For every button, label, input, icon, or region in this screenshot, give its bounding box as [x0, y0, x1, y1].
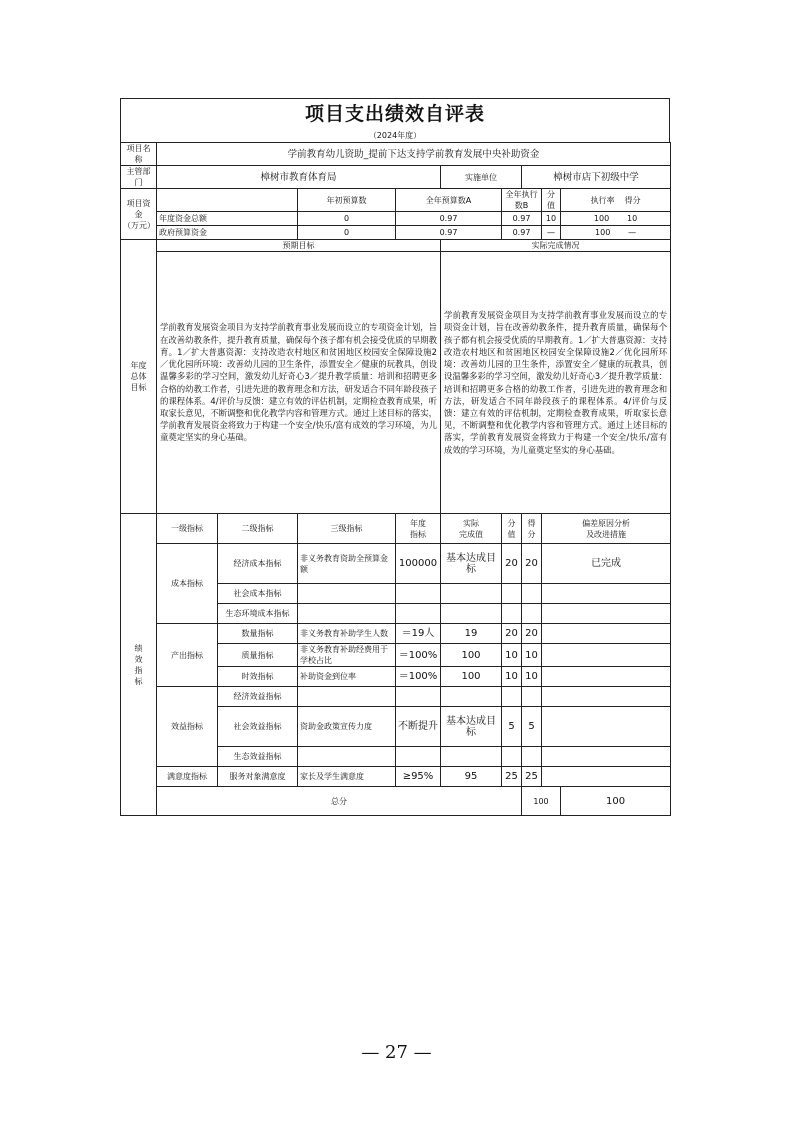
l3-cell	[298, 604, 396, 624]
funds-row-executed: 0.97	[502, 212, 542, 226]
funds-row-rate: 100	[593, 214, 610, 223]
l2-cell: 时效指标	[218, 667, 298, 687]
dept-label: 主管部门	[121, 166, 157, 189]
page-number: — 27 —	[361, 1042, 432, 1063]
group-cost: 成本指标	[157, 544, 218, 624]
target-cell: ≥95%	[396, 767, 441, 787]
points-cell	[502, 584, 522, 604]
total-score: 100	[561, 787, 671, 816]
perf-header-row	[121, 514, 671, 544]
funds-header-rate-score	[561, 189, 671, 212]
funds-header-score: 得分	[624, 195, 641, 205]
target-cell	[396, 604, 441, 624]
perf-header-level1: 一级指标	[157, 514, 218, 544]
report-year: （2024年度）	[120, 129, 670, 142]
funds-row-score: —	[628, 228, 637, 237]
self-evaluation-sheet	[120, 98, 670, 816]
perf-header-analysis: 偏差原因分析 及改进措施	[542, 514, 671, 544]
l2-cell: 质量指标	[218, 644, 298, 667]
funds-row-annual: 0.97	[396, 226, 502, 240]
funds-row-name: 政府预算资金	[157, 226, 298, 240]
funds-row-score-value: —	[542, 226, 561, 240]
group-satisfaction: 满意度指标	[157, 767, 218, 787]
goals-label: 年度 总体 目标	[121, 240, 157, 514]
unit-label: 实施单位	[441, 166, 522, 189]
analysis-cell: 已完成	[542, 544, 671, 584]
perf-header-level2: 二级指标	[218, 514, 298, 544]
target-cell	[396, 687, 441, 707]
points-cell: 10	[502, 667, 522, 687]
total-points: 100	[522, 787, 561, 816]
goals-header-row	[121, 240, 671, 252]
funds-header-initial: 年初预算数	[298, 189, 396, 212]
goals-body-row	[121, 252, 671, 514]
actual-cell	[441, 687, 502, 707]
points-cell	[502, 747, 522, 767]
actual-completion-text: 学前教育发展资金项目为支持学前教育事业发展而设立的专项资金计划，旨在改善幼教条件，提升教育质量，确保每个孩子都有机会接受优质的早期教育。1／扩大普惠资源：支持改造农村地区和贫困地区校园安全保障设施2／优化园所环境：改善幼儿园的卫生条件，添置安全／健康的玩教具，创设温馨多彩的学习空间，激发幼儿好奇心3／提升教学质量：培训和招聘更多合格的幼教工作者，引进先进的教育理念和方法，研发适合不同年龄段孩子的课程体系。4/评价与反馈：建立有效的评估机制，定期检查教育成果，听取家长意见，不断调整和优化教学内容和管理方式。通过上述目标的落实，学前教育发展资金将致力于构建一个安全/快乐/富有成效的学习环境，为儿童奠定坚实的身心基础。	[441, 252, 671, 514]
project-name-value: 学前教育幼儿资助_提前下达支持学前教育发展中央补助资金	[157, 143, 671, 166]
l2-cell: 生态效益指标	[218, 747, 298, 767]
l3-cell: 非义务教育补助经费用于学校占比	[298, 644, 396, 667]
target-cell: ＝19人	[396, 624, 441, 644]
points-cell: 5	[502, 707, 522, 747]
project-name-label: 项目名称	[121, 143, 157, 166]
evaluation-table	[120, 142, 671, 816]
points-cell: 25	[502, 767, 522, 787]
actual-cell: 基本达成目标	[441, 544, 502, 584]
actual-cell	[441, 747, 502, 767]
perf-header-points: 分 值	[502, 514, 522, 544]
score-cell	[522, 604, 542, 624]
l2-cell: 数量指标	[218, 624, 298, 644]
target-cell: 100000	[396, 544, 441, 584]
l3-cell: 家长及学生满意度	[298, 767, 396, 787]
funds-row	[121, 226, 671, 240]
l2-cell: 经济成本指标	[218, 544, 298, 584]
funds-label: 项目资金 （万元）	[121, 189, 157, 240]
perf-header-target: 年度 指标	[396, 514, 441, 544]
funds-row-rate-score	[561, 212, 671, 226]
l2-cell: 社会成本指标	[218, 584, 298, 604]
funds-row-initial: 0	[298, 226, 396, 240]
funds-row-executed: 0.97	[502, 226, 542, 240]
target-cell: ＝100%	[396, 644, 441, 667]
department-row	[121, 166, 671, 189]
score-cell	[522, 687, 542, 707]
actual-cell: 基本达成目标	[441, 707, 502, 747]
score-cell: 20	[522, 624, 542, 644]
group-benefit: 效益指标	[157, 687, 218, 767]
funds-row	[121, 212, 671, 226]
l2-cell: 生态环境成本指标	[218, 604, 298, 624]
actual-cell: 100	[441, 667, 502, 687]
total-row	[121, 787, 671, 816]
funds-row-rate: 100	[595, 228, 611, 237]
l2-cell: 经济效益指标	[218, 687, 298, 707]
perf-header-level3: 三级指标	[298, 514, 396, 544]
score-cell: 5	[522, 707, 542, 747]
points-cell: 20	[502, 624, 522, 644]
score-cell: 10	[522, 667, 542, 687]
funds-row-score: 10	[627, 214, 638, 223]
funds-row-name: 年度资金总额	[157, 212, 298, 226]
score-cell: 10	[522, 644, 542, 667]
target-cell	[396, 747, 441, 767]
dept-value: 樟树市教育体育局	[157, 166, 441, 189]
funds-header-score-value: 分值	[542, 189, 561, 212]
l2-cell: 服务对象满意度	[218, 767, 298, 787]
table-row	[121, 687, 671, 707]
l3-cell	[298, 747, 396, 767]
actual-completion-header: 实际完成情况	[441, 240, 671, 252]
perf-header-actual: 实际 完成值	[441, 514, 502, 544]
l3-cell	[298, 687, 396, 707]
l2-cell: 社会效益指标	[218, 707, 298, 747]
l3-cell	[298, 584, 396, 604]
page-title: 项目支出绩效自评表	[120, 98, 670, 129]
total-label: 总分	[157, 787, 522, 816]
points-cell: 20	[502, 544, 522, 584]
target-cell	[396, 584, 441, 604]
funds-header-rate: 执行率	[590, 195, 615, 205]
points-cell: 10	[502, 644, 522, 667]
group-output: 产出指标	[157, 624, 218, 687]
l3-cell: 资助金政策宣传力度	[298, 707, 396, 747]
score-cell: 25	[522, 767, 542, 787]
target-cell: ＝100%	[396, 667, 441, 687]
score-cell: 20	[522, 544, 542, 584]
actual-cell: 95	[441, 767, 502, 787]
score-cell	[522, 747, 542, 767]
l3-cell: 补助资金到位率	[298, 667, 396, 687]
perf-section-label: 绩 效 指 标	[121, 514, 157, 816]
score-cell	[522, 584, 542, 604]
table-row	[121, 624, 671, 644]
funds-header-executed: 全年执行数B	[502, 189, 542, 212]
actual-cell	[441, 584, 502, 604]
l3-cell: 非义务教育资助全预算金额	[298, 544, 396, 584]
unit-value: 樟树市店下初级中学	[522, 166, 671, 189]
funds-header-row	[121, 189, 671, 212]
actual-cell: 100	[441, 644, 502, 667]
expected-goals-header: 预期目标	[157, 240, 441, 252]
funds-row-initial: 0	[298, 212, 396, 226]
funds-header-annual: 全年预算数A	[396, 189, 502, 212]
target-cell: 不断提升	[396, 707, 441, 747]
actual-cell	[441, 604, 502, 624]
expected-goals-text: 学前教育发展资金项目为支持学前教育事业发展而设立的专项资金计划，旨在改善幼教条件，提升教育质量，确保每个孩子都有机会接受优质的早期教育。1／扩大普惠资源：支持改造农村地区和贫困地区校园安全保障设施2／优化园所环境：改善幼儿园的卫生条件，添置安全／健康的玩教具，创设温馨多彩的学习空间，激发幼儿好奇心3／提升教学质量：培训和招聘更多合格的幼教工作者，引进先进的教育理念和方法，研发适合不同年龄段孩子的课程体系。4/评价与反馈：建立有效的评估机制，定期检查教育成果，听取家长意见，不断调整和优化教学内容和管理方式。通过上述目标的落实，学前教育发展资金将致力于构建一个安全/快乐/富有成效的学习环境，为儿童奠定坚实的身心基础。	[157, 252, 441, 514]
points-cell	[502, 604, 522, 624]
project-name-row	[121, 143, 671, 166]
actual-cell: 19	[441, 624, 502, 644]
points-cell	[502, 687, 522, 707]
funds-row-annual: 0.97	[396, 212, 502, 226]
perf-header-score: 得 分	[522, 514, 542, 544]
l3-cell: 非义务教育补助学生人数	[298, 624, 396, 644]
table-row	[121, 767, 671, 787]
funds-row-score-value: 10	[542, 212, 561, 226]
funds-row-rate-score	[561, 226, 671, 240]
table-row	[121, 544, 671, 584]
